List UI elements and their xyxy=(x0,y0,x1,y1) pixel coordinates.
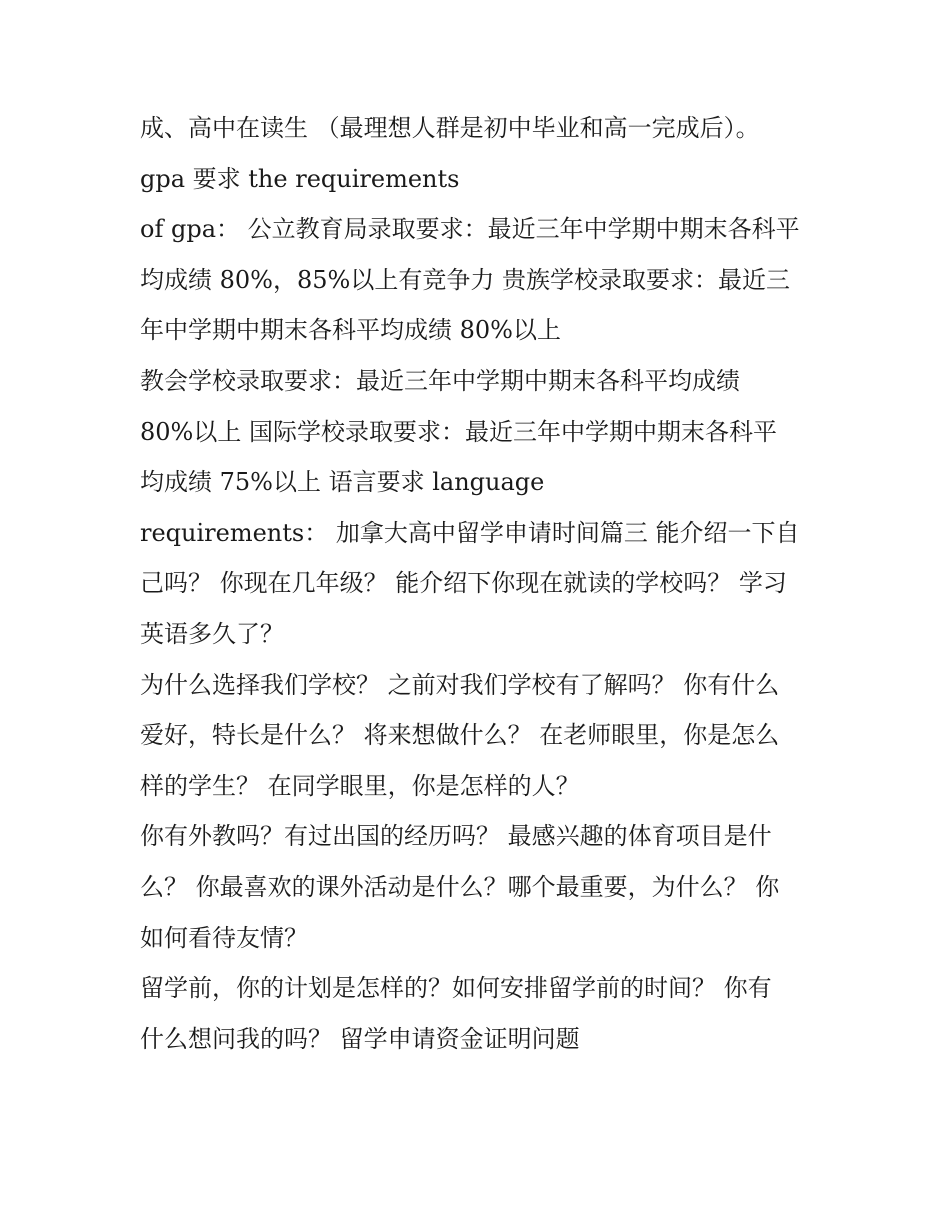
text-line: 英语多久了？ xyxy=(140,619,284,648)
text-line: 什么想问我的吗？ 留学申请资金证明问题 xyxy=(140,1024,580,1053)
text-line: 如何看待友情？ xyxy=(140,923,308,952)
text-line: 均成绩 80%，85%以上有竞争力 贵族学校录取要求：最近三 xyxy=(140,265,790,294)
text-line: 己吗？ 你现在几年级？ 能介绍下你现在就读的学校吗？ 学习 xyxy=(140,569,787,598)
document-body xyxy=(140,103,820,1064)
text-line: 教会学校录取要求：最近三年中学期中期末各科平均成绩 xyxy=(140,366,740,395)
text-line: 年中学期中期末各科平均成绩 80%以上 xyxy=(140,316,561,345)
text-line: 为什么选择我们学校？ 之前对我们学校有了解吗？ 你有什么 xyxy=(140,670,780,699)
text-line: 均成绩 75%以上 语言要求 language xyxy=(140,468,545,497)
text-line: 80%以上 国际学校录取要求：最近三年中学期中期末各科平 xyxy=(140,417,777,446)
text-line: 样的学生？ 在同学眼里，你是怎样的人？ xyxy=(140,771,580,800)
text-line: 你有外教吗？有过出国的经历吗？ 最感兴趣的体育项目是什 xyxy=(140,822,772,851)
text-line: 成、高中在读生 （最理想人群是初中毕业和高一完成后）。 xyxy=(140,114,760,142)
text-line: 么？ 你最喜欢的课外活动是什么？哪个最重要，为什么？ 你 xyxy=(140,872,780,901)
text-line: 爱好，特长是什么？ 将来想做什么？ 在老师眼里，你是怎么 xyxy=(140,721,780,750)
text-line: of gpa： 公立教育局录取要求：最近三年中学期中期末各科平 xyxy=(140,215,800,244)
text-line: gpa 要求 the requirements xyxy=(140,164,460,193)
text-line: requirements： 加拿大高中留学申请时间篇三 能介绍一下自 xyxy=(140,518,800,547)
text-line: 留学前，你的计划是怎样的？如何安排留学前的时间？ 你有 xyxy=(140,974,772,1003)
